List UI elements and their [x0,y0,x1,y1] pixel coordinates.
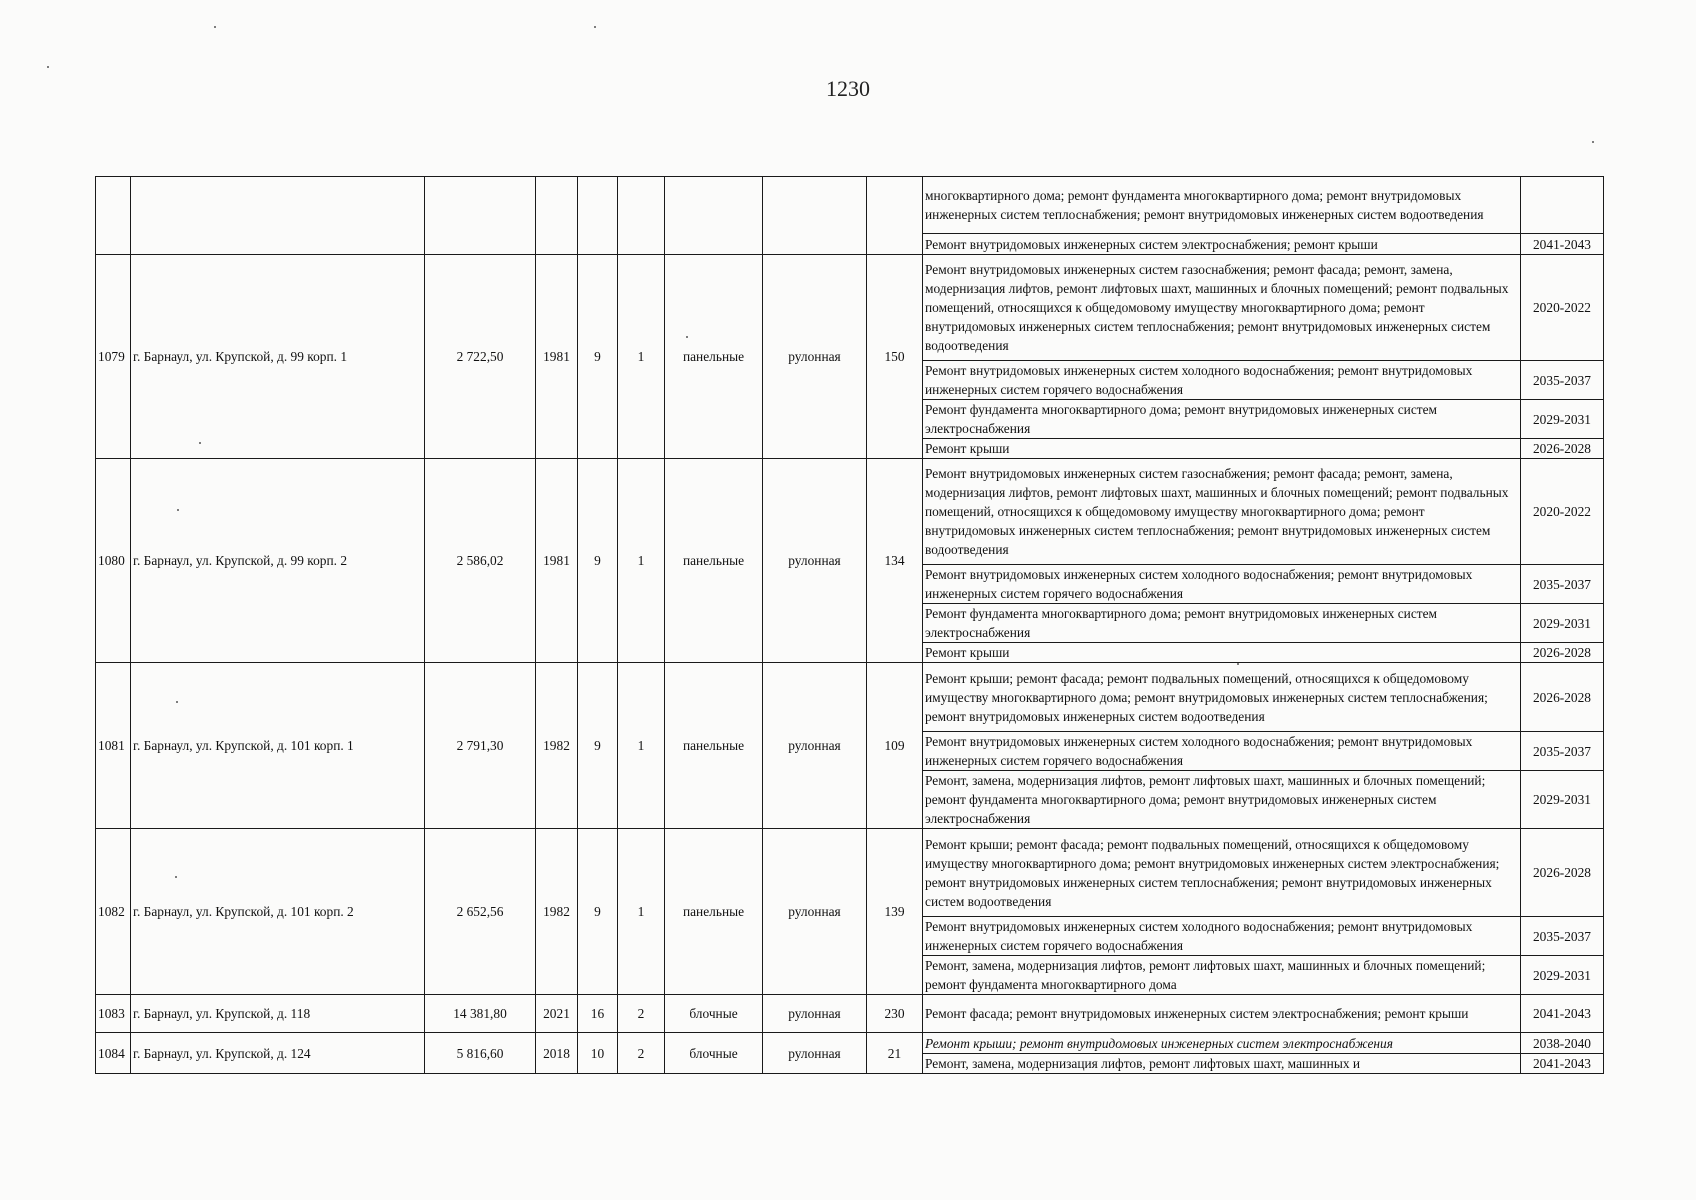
floor-count: 10 [578,1033,618,1074]
row-number: 1083 [96,995,131,1033]
row-number: 1084 [96,1033,131,1074]
work-period: 2020-2022 [1521,255,1604,361]
empty-cell [665,177,763,255]
work-description: Ремонт крыши; ремонт фасада; ремонт подвальных помещений, относящихся к общедомовому имуществу многоквартирного дома; ремонт внутридомовых инженерных систем теплоснабжения; ремонт внутридомовых инженерных систем водоотведения [923,663,1521,732]
wall-material: панельные [665,459,763,663]
wall-material: панельные [665,663,763,829]
build-year: 1982 [536,663,578,829]
table-row [96,829,1604,917]
apartment-count: 139 [867,829,923,995]
row-number: 1082 [96,829,131,995]
build-year: 1981 [536,255,578,459]
wall-material: панельные [665,829,763,995]
wall-material: панельные [665,255,763,459]
entrance-count: 1 [618,255,665,459]
apartment-count: 109 [867,663,923,829]
floor-count: 16 [578,995,618,1033]
house-address: г. Барнаул, ул. Крупской, д. 99 корп. 1 [131,255,425,459]
work-description: Ремонт крыши; ремонт внутридомовых инженерных систем электроснабжения [923,1033,1521,1054]
work-period: 2041-2043 [1521,995,1604,1033]
floor-count: 9 [578,255,618,459]
build-year: 2018 [536,1033,578,1074]
roof-type: рулонная [763,995,867,1033]
house-address: г. Барнаул, ул. Крупской, д. 101 корп. 1 [131,663,425,829]
work-period: 2020-2022 [1521,459,1604,565]
work-period: 2026-2028 [1521,643,1604,663]
work-description: Ремонт внутридомовых инженерных систем холодного водоснабжения; ремонт внутридомовых инженерных систем горячего водоснабжения [923,732,1521,771]
roof-type: рулонная [763,829,867,995]
work-description: Ремонт внутридомовых инженерных систем холодного водоснабжения; ремонт внутридомовых инженерных систем горячего водоснабжения [923,361,1521,400]
work-description: Ремонт крыши; ремонт фасада; ремонт подвальных помещений, относящихся к общедомовому имуществу многоквартирного дома; ремонт внутридомовых инженерных систем электроснабжения; ремонт внутридомовых инженерных систем теплоснабжения; ремонт внутридомовых инженерных систем водоотведения [923,829,1521,917]
work-period: 2026-2028 [1521,829,1604,917]
house-address: г. Барнаул, ул. Крупской, д. 118 [131,995,425,1033]
work-description: Ремонт внутридомовых инженерных систем газоснабжения; ремонт фасада; ремонт, замена, модернизация лифтов, ремонт лифтовых шахт, машинных и блочных помещений; ремонт подвальных помещений, относящихся к общедомовому имуществу многоквартирного дома; ремонт внутридомовых инженерных систем теплоснабжения; ремонт внутридомовых инженерных систем водоотведения [923,459,1521,565]
work-description: Ремонт внутридомовых инженерных систем холодного водоснабжения; ремонт внутридомовых инженерных систем горячего водоснабжения [923,565,1521,604]
table-row [96,1033,1604,1054]
work-period: 2035-2037 [1521,917,1604,956]
work-period: 2029-2031 [1521,400,1604,439]
entrance-count: 1 [618,459,665,663]
empty-cell [618,177,665,255]
work-description: Ремонт фундамента многоквартирного дома; ремонт внутридомовых инженерных систем электроснабжения [923,604,1521,643]
empty-cell [425,177,536,255]
work-description: Ремонт фундамента многоквартирного дома; ремонт внутридомовых инженерных систем электроснабжения [923,400,1521,439]
entrance-count: 1 [618,663,665,829]
empty-cell [96,177,131,255]
work-period: 2035-2037 [1521,361,1604,400]
roof-type: рулонная [763,663,867,829]
table-row [96,663,1604,732]
floor-count: 9 [578,459,618,663]
work-description: Ремонт, замена, модернизация лифтов, ремонт лифтовых шахт, машинных и блочных помещений; ремонт фундамента многоквартирного дома; ремонт внутридомовых инженерных систем электроснабжения [923,771,1521,829]
work-period: 2041-2043 [1521,1054,1604,1074]
floor-count: 9 [578,829,618,995]
house-address: г. Барнаул, ул. Крупской, д. 99 корп. 2 [131,459,425,663]
empty-cell [131,177,425,255]
house-area: 2 722,50 [425,255,536,459]
work-description: Ремонт внутридомовых инженерных систем электроснабжения; ремонт крыши [923,234,1521,255]
roof-type: рулонная [763,1033,867,1074]
apartment-count: 230 [867,995,923,1033]
wall-material: блочные [665,1033,763,1074]
table-row [96,459,1604,565]
empty-cell [578,177,618,255]
house-area: 2 652,56 [425,829,536,995]
table-row [96,177,1604,234]
empty-cell [536,177,578,255]
row-number: 1079 [96,255,131,459]
work-period: 2026-2028 [1521,663,1604,732]
apartment-count: 21 [867,1033,923,1074]
work-period: 2029-2031 [1521,771,1604,829]
house-area: 2 791,30 [425,663,536,829]
row-number: 1081 [96,663,131,829]
house-area: 14 381,80 [425,995,536,1033]
work-description: Ремонт, замена, модернизация лифтов, ремонт лифтовых шахт, машинных и [923,1054,1521,1074]
empty-cell [867,177,923,255]
work-period: 2035-2037 [1521,732,1604,771]
house-address: г. Барнаул, ул. Крупской, д. 101 корп. 2 [131,829,425,995]
table-row [96,995,1604,1033]
work-period: 2026-2028 [1521,439,1604,459]
page-number: 1230 [826,76,870,101]
roof-type: рулонная [763,459,867,663]
floor-count: 9 [578,663,618,829]
build-year: 2021 [536,995,578,1033]
house-area: 5 816,60 [425,1033,536,1074]
work-description: Ремонт, замена, модернизация лифтов, ремонт лифтовых шахт, машинных и блочных помещений; ремонт фундамента многоквартирного дома [923,956,1521,995]
work-description: Ремонт фасада; ремонт внутридомовых инженерных систем электроснабжения; ремонт крыши [923,995,1521,1033]
work-period [1521,177,1604,234]
table-body [96,177,1604,1074]
work-description: Ремонт внутридомовых инженерных систем холодного водоснабжения; ремонт внутридомовых инженерных систем горячего водоснабжения [923,917,1521,956]
work-period: 2038-2040 [1521,1033,1604,1054]
table-row [96,255,1604,361]
work-description: Ремонт крыши [923,439,1521,459]
apartment-count: 134 [867,459,923,663]
wall-material: блочные [665,995,763,1033]
work-description: многоквартирного дома; ремонт фундамента многоквартирного дома; ремонт внутридомовых инженерных систем теплоснабжения; ремонт внутридомовых инженерных систем водоотведения [923,177,1521,234]
house-address: г. Барнаул, ул. Крупской, д. 124 [131,1033,425,1074]
work-period: 2029-2031 [1521,604,1604,643]
capital-repair-table [95,176,1604,1074]
work-description: Ремонт внутридомовых инженерных систем газоснабжения; ремонт фасада; ремонт, замена, модернизация лифтов, ремонт лифтовых шахт, машинных и блочных помещений; ремонт подвальных помещений, относящихся к общедомовому имуществу многоквартирного дома; ремонт внутридомовых инженерных систем теплоснабжения; ремонт внутридомовых инженерных систем водоотведения [923,255,1521,361]
apartment-count: 150 [867,255,923,459]
work-period: 2029-2031 [1521,956,1604,995]
entrance-count: 2 [618,995,665,1033]
entrance-count: 2 [618,1033,665,1074]
build-year: 1981 [536,459,578,663]
work-period: 2035-2037 [1521,565,1604,604]
empty-cell [763,177,867,255]
entrance-count: 1 [618,829,665,995]
row-number: 1080 [96,459,131,663]
house-area: 2 586,02 [425,459,536,663]
work-period: 2041-2043 [1521,234,1604,255]
work-description: Ремонт крыши [923,643,1521,663]
build-year: 1982 [536,829,578,995]
roof-type: рулонная [763,255,867,459]
